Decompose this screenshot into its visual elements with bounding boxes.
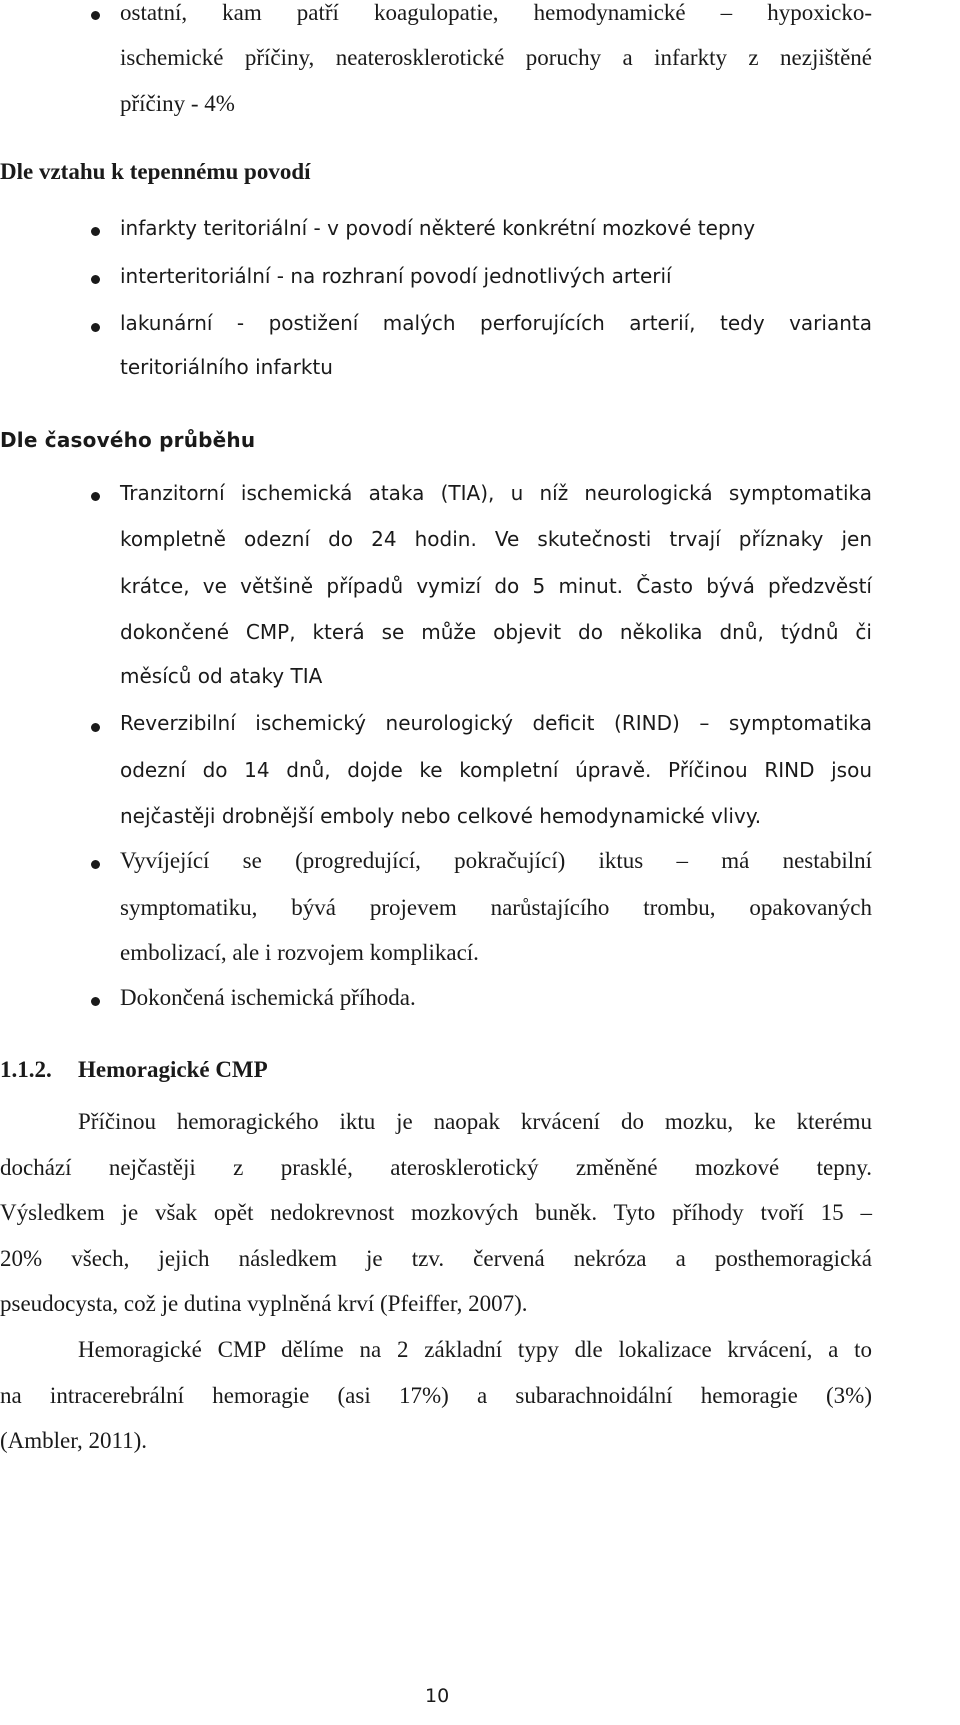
list-item-line: nejčastěji drobnější emboly nebo celkové hemodynamické vlivy.	[120, 804, 762, 828]
list-item-line: odezní do 14 dnů, dojde ke kompletní úpravě. Příčinou RIND jsou	[120, 758, 872, 782]
list-item-line: teritoriálního infarktu	[120, 355, 333, 379]
list-item-line: Vyvíjející se (progredující, pokračující) iktus – má nestabilní	[120, 848, 872, 873]
paragraph-line: 20% všech, jejich následkem je tzv. červená nekróza a posthemoragická	[0, 1246, 872, 1271]
paragraph-line: dochází nejčastěji z prasklé, aterosklerotický změněné mozkové tepny.	[0, 1155, 872, 1180]
list-item-line: Dokončená ischemická příhoda.	[120, 985, 416, 1010]
list-item-line: krátce, ve většině případů vymizí do 5 minut. Často bývá předzvěstí	[120, 574, 872, 598]
list-item-line: kompletně odezní do 24 hodin. Ve skutečnosti trvají příznaky jen	[120, 527, 872, 551]
paragraph-line: Hemoragické CMP dělíme na 2 základní typy dle lokalizace krvácení, a to	[78, 1337, 872, 1362]
bullet-icon	[91, 492, 100, 501]
list-item-line: ostatní, kam patří koagulopatie, hemodynamické – hypoxicko-	[120, 0, 872, 25]
paragraph-line: (Ambler, 2011).	[0, 1428, 148, 1453]
list-item-line: embolizací, ale i rozvojem komplikací.	[120, 940, 479, 965]
paragraph-line: Výsledkem je však opět nedokrevnost mozkových buněk. Tyto příhody tvoří 15 –	[0, 1200, 872, 1225]
section-heading: Dle vztahu k tepennému povodí	[0, 159, 311, 184]
bullet-icon	[91, 11, 100, 20]
list-item-line: lakunární - postižení malých perforujících arterií, tedy varianta	[120, 311, 872, 335]
paragraph-line: pseudocysta, což je dutina vyplněná krví (Pfeiffer, 2007).	[0, 1291, 528, 1316]
bullet-icon	[91, 997, 100, 1006]
section-heading: Dle časového průběhu	[0, 428, 256, 452]
paragraph-line: na intracerebrální hemoragie (asi 17%) a subarachnoidální hemoragie (3%)	[0, 1383, 872, 1408]
chapter-number: 1.1.2.	[0, 1057, 52, 1082]
chapter-title: Hemoragické CMP	[78, 1057, 268, 1082]
bullet-icon	[91, 723, 100, 732]
list-item-line: ischemické příčiny, neaterosklerotické poruchy a infarkty z nezjištěné	[120, 45, 872, 70]
list-item-line: Tranzitorní ischemická ataka (TIA), u níž neurologická symptomatika	[120, 481, 872, 505]
bullet-icon	[91, 227, 100, 236]
bullet-icon	[91, 860, 100, 869]
list-item-line: příčiny - 4%	[120, 91, 235, 116]
list-item-line: Reverzibilní ischemický neurologický deficit (RIND) – symptomatika	[120, 711, 872, 735]
list-item-line: symptomatiku, bývá projevem narůstajícího trombu, opakovaných	[120, 895, 872, 920]
paragraph-line: Příčinou hemoragického iktu je naopak krvácení do mozku, ke kterému	[78, 1109, 872, 1134]
list-item-line: interteritoriální - na rozhraní povodí jednotlivých arterií	[120, 264, 672, 288]
list-item-line: infarkty teritoriální - v povodí některé konkrétní mozkové tepny	[120, 216, 756, 240]
bullet-icon	[91, 323, 100, 332]
bullet-icon	[91, 275, 100, 284]
list-item-line: měsíců od ataky TIA	[120, 664, 323, 688]
page-number: 10	[425, 1685, 450, 1707]
list-item-line: dokončené CMP, která se může objevit do několika dnů, týdnů či	[120, 620, 872, 644]
